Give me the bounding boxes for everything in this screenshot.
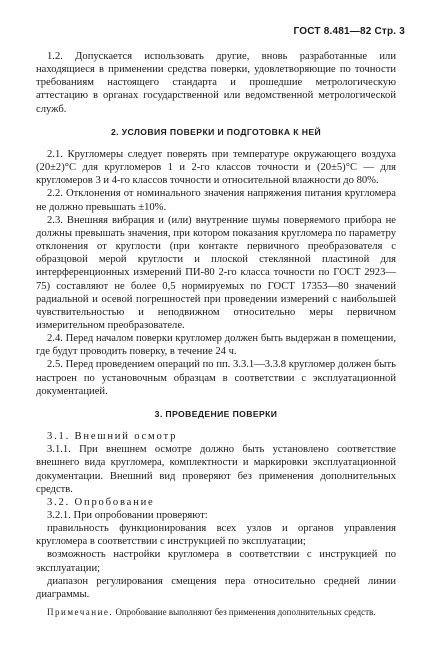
note-text: Опробование выполняют без применения дополнительных средств. bbox=[113, 607, 376, 618]
list-item-2: возможность настройки кругломера в соответствии с инструкцией по эксплуатации; bbox=[36, 549, 396, 574]
paragraph-3-2-1: 3.2.1. При опробовании проверяют: bbox=[47, 510, 208, 521]
document-body bbox=[36, 50, 396, 618]
note bbox=[36, 606, 396, 618]
list-item-3: диапазон регулирования смещения пера относительно средней линии диаграммы. bbox=[36, 575, 396, 600]
subsection-3-2-title: 3.2. Опробование bbox=[47, 496, 155, 508]
paragraph-3-1-1: 3.1.1. При внешнем осмотре должно быть установлено соответствие внешнего вида кругломера, комплектности и маркировки эксплуатационной документации. Внешний вид проверяют без применения дополнительных средств. bbox=[36, 444, 396, 495]
note-label: Примечание. bbox=[47, 607, 114, 618]
section-3-heading: 3. ПРОВЕДЕНИЕ ПОВЕРКИ bbox=[154, 408, 278, 419]
paragraph-2-2: 2.2. Отклонения от номинального значения напряжения питания кругломера не должно превышать ±10%. bbox=[36, 188, 396, 213]
paragraph-2-3: 2.3. Внешняя вибрация и (или) внутренние шумы поверяемого прибора не должны превышать значения, при котором показания кругломера по параметру отклонения от круглости (при контакте первичного преобразователя с образцовой мерой круглости и плоской стеклянной пластиной для интерференционных измерений ПИ-80 2-го класса точности по ГОСТ 2923—75) составляют не более 0,5 нормируемых по ГОСТ 17353—80 значений радиальной и осевой погрешностей при проведении измерений с наибольшей чувствительностью и неподвижном относительно меры первичном измерительном преобразователе. bbox=[36, 214, 396, 331]
subsection-3-1-title: 3.1. Внешний осмотр bbox=[47, 431, 178, 443]
paragraph-2-4: 2.4. Перед началом поверки кругломер должен быть выдержан в помещении, где будут проводить поверку, в течение 24 ч. bbox=[36, 333, 396, 358]
list-item-1: правильность функционирования всех узлов и органов управления кругломера в соответствии с инструкцией по эксплуатации; bbox=[36, 523, 396, 548]
section-2-heading: 2. УСЛОВИЯ ПОВЕРКИ И ПОДГОТОВКА К НЕЙ bbox=[110, 126, 322, 137]
page-header: ГОСТ 8.481—82 Стр. 3 bbox=[293, 26, 405, 37]
paragraph-1-2: 1.2. Допускается использовать другие, вновь разработанные или находящиеся в применении средства поверки, удовлетворяющие по точности требованиям настоящего стандарта и прошедшие метрологическую аттестацию в органах государственной или ведомственной метрологической служб. bbox=[36, 51, 396, 115]
paragraph-2-1: 2.1. Кругломеры следует поверять при температуре окружающего воздуха (20±2)°С для кругломеров 1 и 2-го классов точности и (20±5)°С — для кругломеров 3 и 4-го классов точности и относительной влажности до 80%. bbox=[36, 148, 396, 187]
paragraph-2-5: 2.5. Перед проведением операций по пп. 3.3.1—3.3.8 кругломер должен быть настроен по установочным образцам в соответствии с эксплуатационной документацией. bbox=[36, 359, 396, 397]
